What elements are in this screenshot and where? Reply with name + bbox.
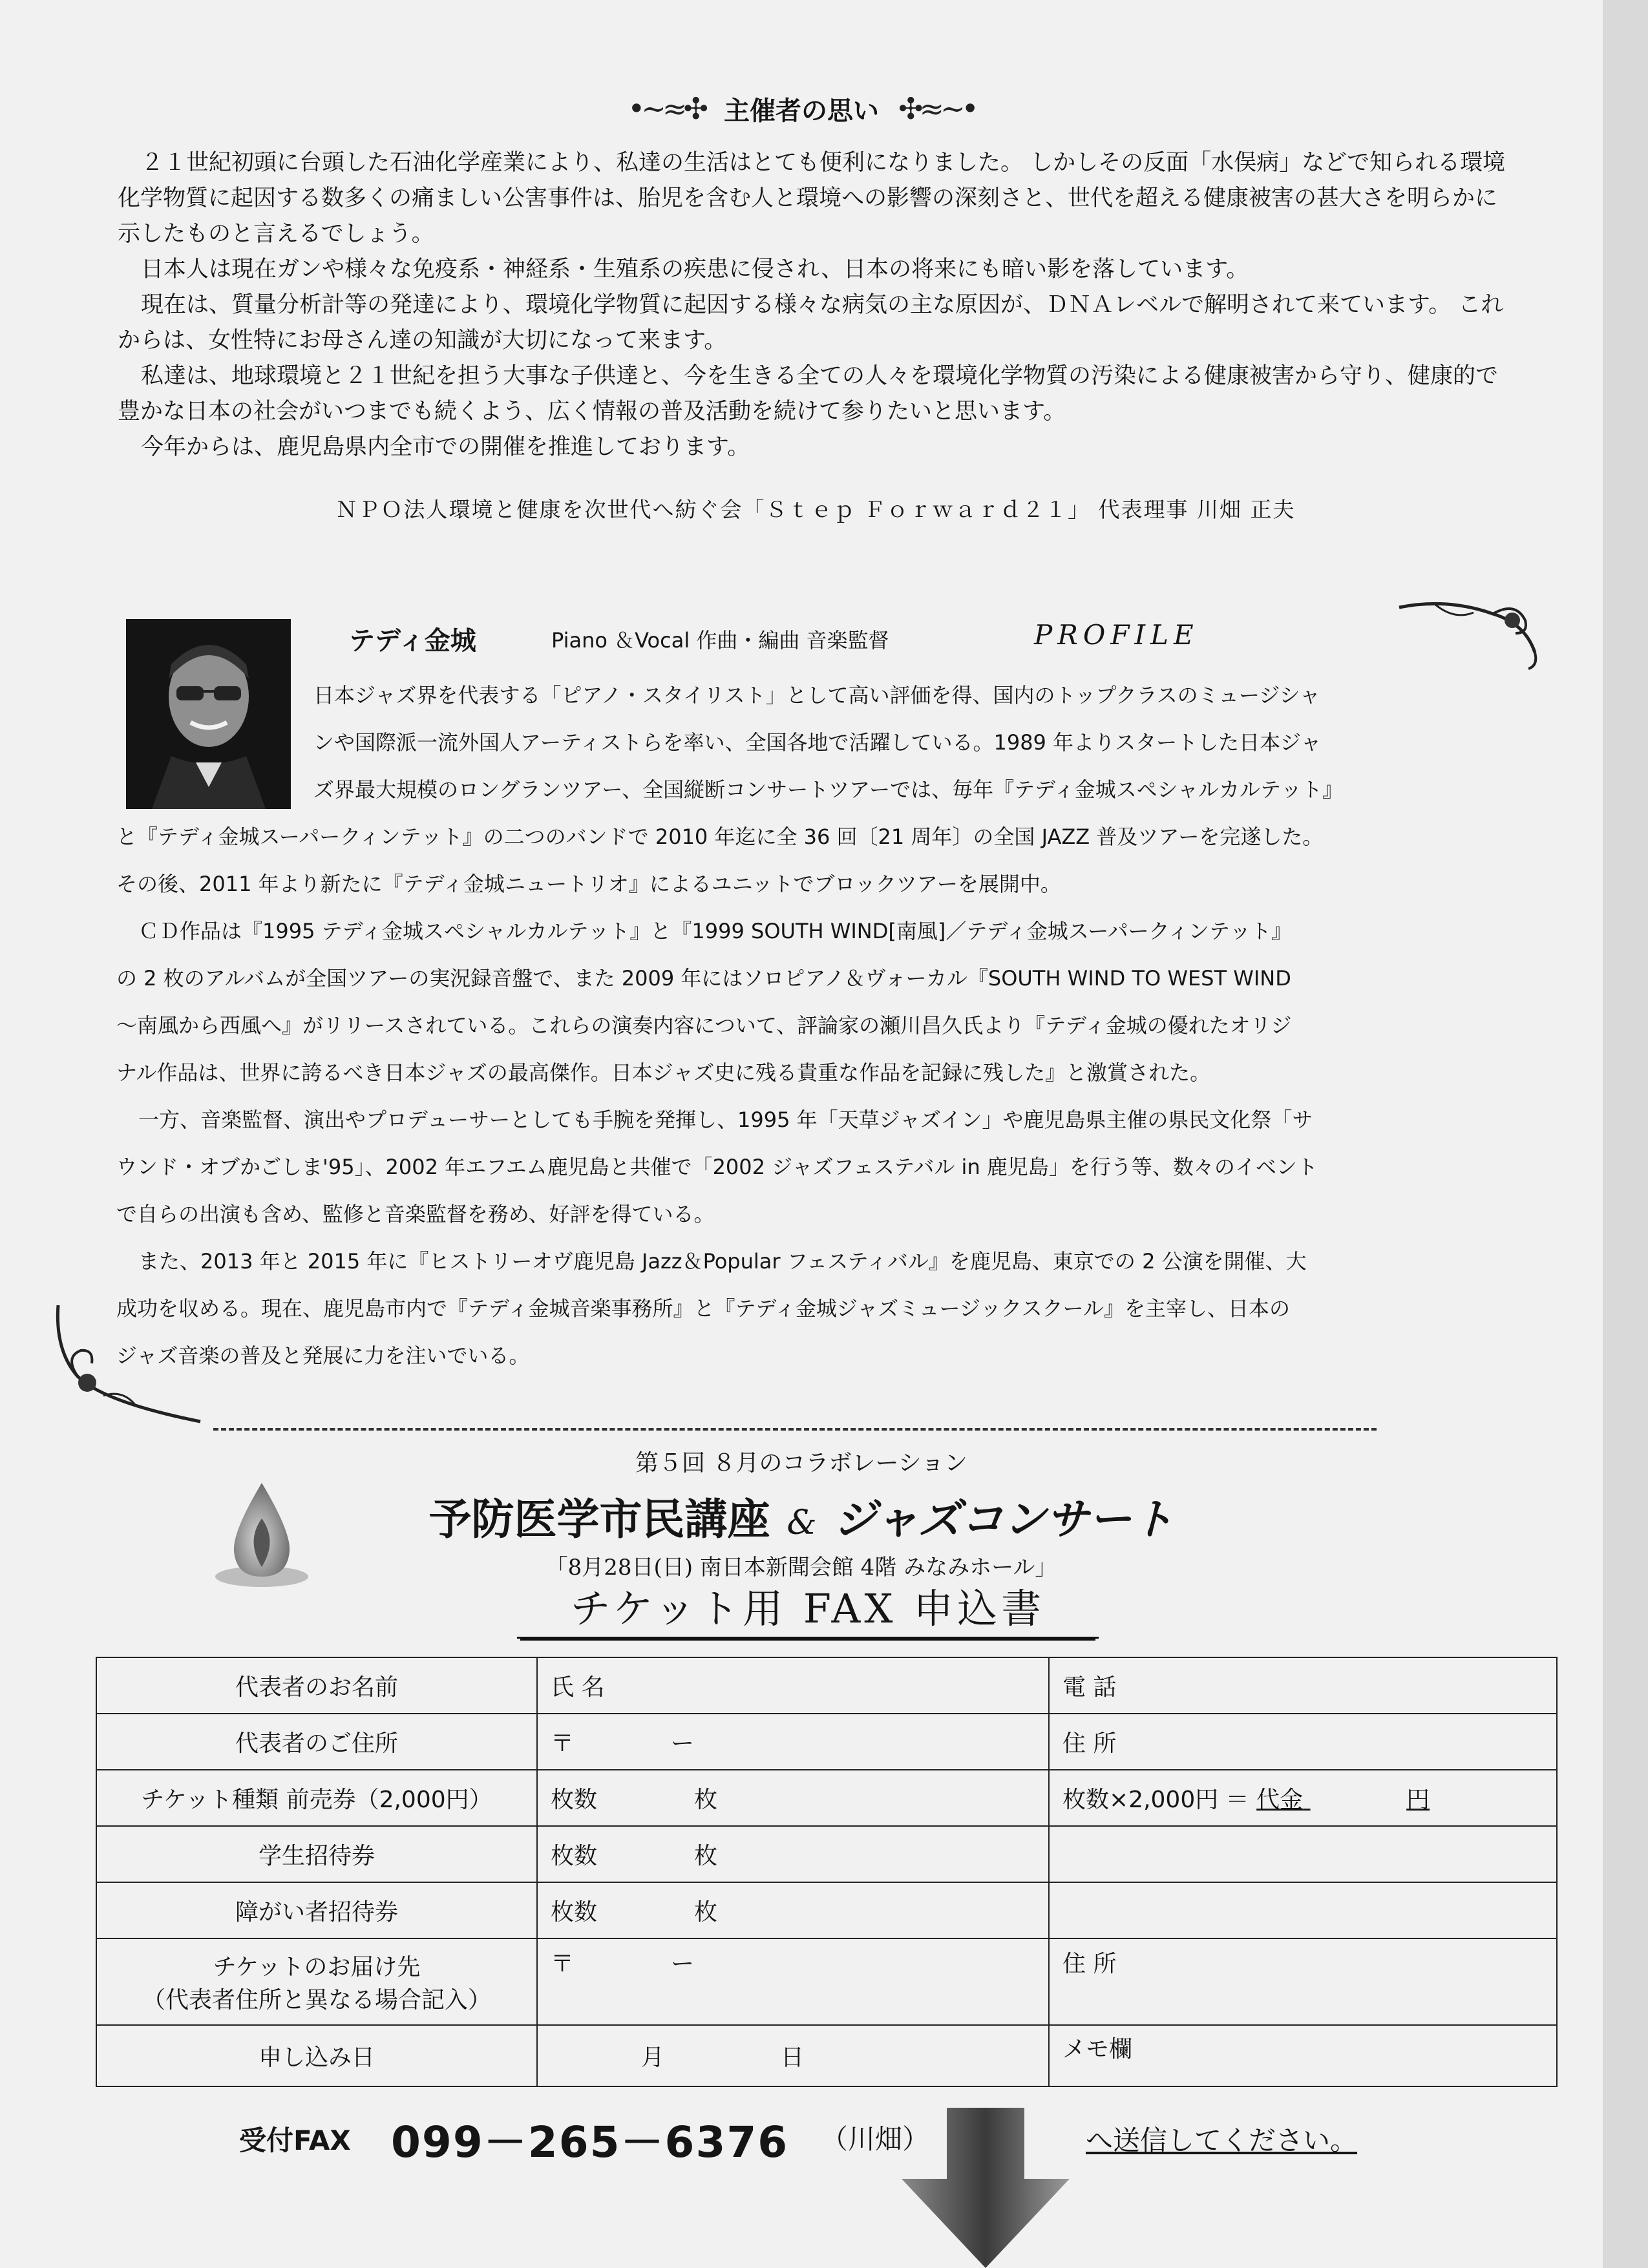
scroll-ornament-right-icon: ✣≈~• [898,91,975,126]
profile-line: の 2 枚のアルバムが全国ツアーの実況録音盤で、また 2009 年にはソロピアノ＆ヴォーカル『SOUTH WIND TO WEST WIND [116,966,1291,991]
unit-label: 枚 [694,1787,718,1813]
fee-label: 代金 [1256,1787,1304,1813]
cut-line [213,1428,1377,1431]
address-label: 住 所 [1062,1730,1117,1757]
phone-field[interactable] [1049,1657,1557,1714]
postal-mark: 〒 [551,1951,575,1977]
postal-mark: 〒 [551,1730,575,1757]
name-label: 氏 名 [551,1674,605,1701]
postal-dash: ー [671,1951,695,1977]
price-formula: 枚数×2,000円 ＝ [1062,1787,1249,1813]
advance-count-field[interactable] [537,1770,1049,1826]
profile-line: ナル作品は、世界に誇るべき日本ジャズの最高傑作。日本ジャズ史に残る貴重な作品を記録に残した』と激賞された。 [116,1060,1211,1085]
event-venue: 「8月28日(日) 南日本新聞会館 4階 みなみホール」 [545,1555,1057,1580]
event-subtitle: 第５回 ８月のコラボレーション [635,1450,967,1476]
profile-line: ウンド・オブかごしま'95」、2002 年エフエム鹿児島と共催で「2002 ジャズフェステバル in 鹿児島」を行う等、数々のイベント [116,1155,1318,1179]
profile-line: で自らの出演も含め、監修と音楽監督を務め、好評を得ている。 [116,1202,715,1226]
student-count-field[interactable] [537,1826,1049,1882]
profile-line: ジャズ音楽の普及と発展に力を注いでいる。 [116,1343,530,1368]
profile-body [116,672,1499,1380]
profile-line: ～南風から西風へ』がリリースされている。これらの演奏内容について、評論家の瀬川昌久氏より『テディ金城の優れたオリジ [116,1013,1292,1038]
artist-name: テディ金城 [349,626,476,656]
label-rep-name: 代表者のお名前 [96,1657,537,1714]
organizer-title: 主催者の思い [724,96,879,126]
label-disabled-ticket: 障がい者招待券 [96,1882,537,1938]
fax-number: 099－265－6376 [391,2117,789,2167]
event-title-concert: ジャズコンサート [833,1495,1174,1544]
address-label: 住 所 [1062,1951,1117,1977]
label-ticket-type: チケット種類 前売券（2,000円） [96,1770,537,1826]
form-row-advance-ticket [96,1770,1557,1826]
form-row-name [96,1657,1557,1714]
application-form [96,1657,1558,2087]
name-field[interactable] [537,1657,1049,1714]
profile-line: 日本ジャズ界を代表する「ピアノ・スタイリスト」として高い評価を得、国内のトップクラスのミュージシャ [313,683,1320,708]
postal-dash: ー [671,1730,695,1757]
artist-role: Piano ＆Vocal 作曲・編曲 音楽監督 [551,628,889,653]
profile-line: また、2013 年と 2015 年に『ヒストリーオヴ鹿児島 Jazz＆Popular フェスティバル』を鹿児島、東京での 2 公演を開催、大 [138,1249,1307,1274]
label-rep-address: 代表者のご住所 [96,1714,537,1770]
form-row-disabled [96,1882,1557,1938]
unit-label: 枚 [694,1899,718,1926]
down-arrow-icon [902,2108,1070,2268]
delivery-postal-field[interactable] [537,1938,1049,2025]
page-edge [1603,0,1648,2268]
delivery-address-field[interactable] [1049,1938,1557,2025]
yen-label: 円 [1406,1787,1430,1813]
count-label: 枚数 [551,1843,598,1869]
event-title [0,1485,1603,1546]
month-label: 月 [641,2044,665,2071]
label-date: 申し込み日 [96,2025,537,2086]
organizer-paragraph: ２１世紀初頭に台頭した石油化学産業により、私達の生活はとても便利になりました。 しかしその反面「水俣病」などで知られる環境化学物質に起因する数多くの痛ましい公害事件は、胎児を含む人と環境への影響の深刻さと、世代を超える健康被害の甚大さを明らかに示したものと言えるでしょう。 [118,150,1506,247]
organizer-paragraph: 現在は、質量分析計等の発達により、環境化学物質に起因する様々な病気の主な原因が、ＤＮＡレベルで解明されて来ています。 これからは、女性特にお母さん達の知識が大切になって来ます。 [118,292,1504,353]
memo-label: メモ欄 [1062,2036,1133,2063]
corner-ornament-icon [1396,594,1545,672]
disabled-count-field[interactable] [537,1882,1049,1938]
organizer-heading [0,83,1603,134]
profile-line: その後、2011 年より新たに『テディ金城ニュートリオ』によるユニットでブロックツアーを展開中。 [116,872,1061,896]
form-row-delivery [96,1938,1557,2025]
count-label: 枚数 [551,1787,598,1813]
corner-ornament-icon [52,1299,207,1428]
profile-line: 成功を収める。現在、鹿児島市内で『テディ金城音楽事務所』と『テディ金城ジャズミュージックスクール』を主宰し、日本の [116,1296,1291,1321]
fax-label: 受付FAX [239,2125,351,2156]
form-row-student [96,1826,1557,1882]
organizer-paragraph: 私達は、地球環境と２１世紀を担う大事な子供達と、今を生きる全ての人々を環境化学物質の汚染による健康被害から守り、健康的で豊かな日本の社会がいつまでも続くよう、広く情報の普及活動を続けて参りたいと思います。 [118,363,1499,425]
organizer-paragraph: 日本人は現在ガンや様々な免疫系・神経系・生殖系の疾患に侵され、日本の将来にも暗い影を落しています。 [141,257,1249,282]
send-instruction: へ送信してください。 [1086,2125,1358,2156]
date-field[interactable] [537,2025,1049,2086]
fax-contact-name: （川畑） [821,2123,930,2155]
address-field[interactable] [1049,1714,1557,1770]
event-title-amp: & [787,1504,817,1542]
label-delivery [96,1938,537,2025]
scroll-ornament-left-icon: •~≈✣ [628,91,704,126]
event-title-lecture: 予防医学市民講座 [428,1495,770,1544]
profile-line: と『テディ金城スーパークィンテット』の二つのバンドで 2010 年迄に全 36 回〔21 周年〕の全国 JAZZ 普及ツアーを完遂した。 [116,824,1324,849]
postal-code-field[interactable] [537,1714,1049,1770]
profile-line: ＣＤ作品は『1995 テディ金城スペシャルカルテット』と『1999 SOUTH WIND[南風]／テディ金城スーパークィンテット』 [138,919,1293,943]
fee-field[interactable] [1049,1770,1557,1826]
memo-field[interactable] [1049,2025,1557,2086]
profile-line: ンや国際派一流外国人アーティストらを率い、全国各地で活躍している。1989 年よりスタートした日本ジャ [313,730,1322,755]
profile-line: ズ界最大規模のロングランツアー、全国縦断コンサートツアーでは、毎年『テディ金城スペシャルカルテット』 [313,777,1343,802]
form-row-date [96,2025,1557,2086]
profile-tag: PROFILE [1034,619,1199,651]
organizer-signature: ＮＰＯ法人環境と健康を次世代へ紡ぐ会「Ｓｔｅｐ Ｆｏｒｗａｒｄ２１」 代表理事 川畑 正夫 [335,497,1296,522]
organizer-paragraph: 今年からは、鹿児島県内全市での開催を推進しております。 [141,434,750,460]
label-student-ticket: 学生招待券 [96,1826,537,1882]
day-label: 日 [781,2044,805,2071]
empty-cell [1049,1826,1557,1882]
phone-label: 電 話 [1062,1674,1117,1701]
delivery-note: （代表者住所と異なる場合記入） [142,1987,491,2013]
delivery-label: チケットのお届け先 [213,1954,421,1980]
empty-cell [1049,1882,1557,1938]
form-row-address [96,1714,1557,1770]
unit-label: 枚 [694,1843,718,1869]
form-title: チケット用 FAX 申込書 [517,1577,1099,1639]
count-label: 枚数 [551,1899,598,1926]
profile-line: 一方、音楽監督、演出やプロデューサーとしても手腕を発揮し、1995 年「天草ジャズイン」や鹿児島県主催の県民文化祭「サ [138,1108,1313,1132]
organizer-message [118,145,1514,465]
